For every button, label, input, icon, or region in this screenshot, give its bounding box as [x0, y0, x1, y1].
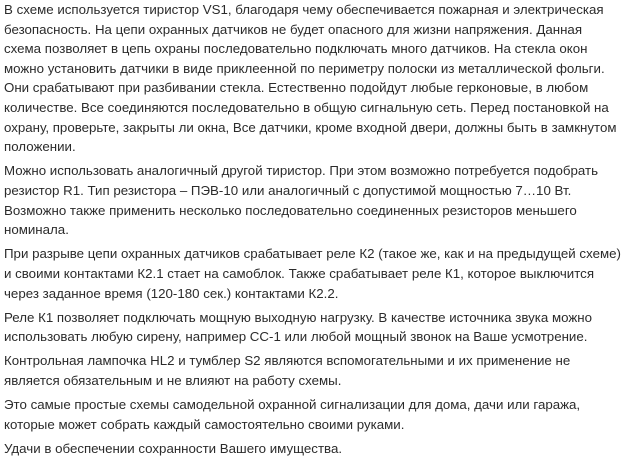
- paragraph-lamp-switch: Контрольная лампочка HL2 и тумблер S2 являются вспомогательными и их применение не является обязательным и не влияют на работу схемы.: [4, 353, 571, 389]
- paragraph-relay-k2: При разрыве цепи охранных датчиков срабатывает реле К2 (такое же, как и на предыдущей схеме) и своими контактами К2.1 стает на самоблок. Также срабатывает реле К1, которое выключится через заданное время (120-180 сек.) контактами К2.2.: [4, 246, 621, 301]
- paragraph-summary: Это самые простые схемы самодельной охранной сигнализации для дома, дачи или гаража, которые может собрать каждый самостоятельно своими руками.: [4, 397, 581, 432]
- paragraph-sensor-circuit: В схеме используется тиристор VS1, благодаря чему обеспечивается пожарная и электрическая безопасность. На цепи охранных датчиков не будет опасного для жизни напряжения. Данная схема позволяет в цепь охраны последовательно подключать много датчиков. На стекла окон можно установить датчики в виде приклеенной по периметру полоски из металлической фольги. Они срабатывают при разбивании стекла. Естественно подойдут любые герконовые, в любом количестве. Все соединяются последовательно в общую сигнальную сеть. Перед постановкой на охрану, проверьте, закрыты ли окна, Все датчики, кроме входной двери, должны быть в замкнутом положении.: [4, 2, 617, 155]
- paragraph-thyristor-resistor: Можно использовать аналогичный другой тиристор. При этом возможно потребуется подобрать резистор R1. Тип резистора – ПЭВ-10 или аналогичный с допустимой мощностью 7…10 Вт. Возможно также применить несколько последовательно соединенных резисторов меньшего номинала.: [4, 163, 599, 238]
- paragraph-closing: Удачи в обеспечении сохранности Вашего имущества.: [4, 441, 343, 457]
- paragraph-relay-k1: Реле К1 позволяет подключать мощную выходную нагрузку. В качестве источника звука можно использовать любую сирену, например СС-1 или любой мощный звонок на Ваше усмотрение.: [4, 309, 593, 345]
